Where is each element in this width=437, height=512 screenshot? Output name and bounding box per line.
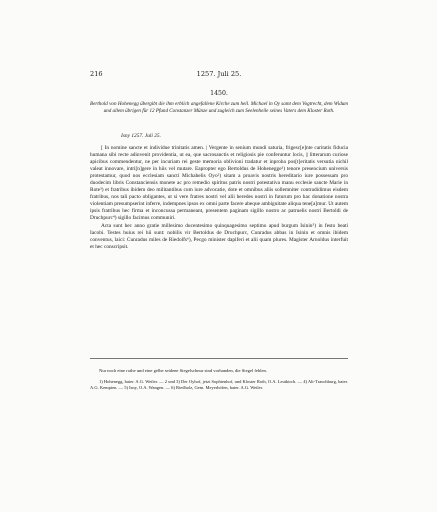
charter-paragraph-1: [ In nomine sancte et individue trinitatis amen. | Vergente in senium mundi saturia, frigesc[e]nte caritatis fiducia humana sibi recte adinvenit providentia, ut ea, que sacrosanctis et religiosis pie conferuntur locis, || litterarum curiose apicibus commendentur, ne per incuriam rei geste memoria oblivioni tradatur et inproba pos[t]eritatis versutia nichil valeat innovare, intri[n]gere in hiis vel mutare. Eapropter ego Bertoldus de Hohenegge¹) tenore presencium universis protestamur, quod nos ecclesiam sancti Michahelis Oyo²) sitam a proavis nostris hereditario iure possessam pro duodecim libris Constanciensis monete ac pro remedio spiritus patris nostri potestativa manu ecclesie sancte Marie in Rote³) et fratribus ibidem deo militantibus cum iure advocatie, dote et omnibus aliis sollemniter contradidimus eisdem fratribus, nos tali pacto obligantes, ut si vere fratres nostri vel alii heredes nostri in futurum pro hac donatione nostra violentiam presumpserint inferre, indempnes ipsos ex omni parte facere abeque ambiguitate aliqua tene[a]mur. Ut autem ipsis fratribus hec firma et inconcussa permaneant, presentem paginam sigillo nostro ac patruelis nostri Bertoldi de Druchpurc⁴) sigillo facimus communiri. <box>90 145 348 222</box>
separator-rule <box>90 358 348 359</box>
page-number: 216 <box>90 70 103 78</box>
charter-text <box>90 145 348 251</box>
footnote-text: 1) Hohenegg, baier. A.G. Weiler. — 2 und 3) Der Oyhof, jetzt Sophienhof, und Kloster Roth, O.A. Leutkirch. — 4) Alt-Trauchburg, baier. A.G. Kempten. — 5) Isny, O.A. Wangen. — 6) Riedholz, Gem. Meyerhöfen, baier. A.G. Weiler. <box>90 379 348 391</box>
seal-note: Nur noch eine rothe und eine gelbe seidene Siegelschnur sind vorhanden, die Siegel fehlen. <box>99 368 268 373</box>
document-summary: Berthold von Hohenegg übergibt die ihm erblich angefallene Kirche zum heil. Michael in Oy samt dem Vogtrecht, dem Widum und allem übrigen für 12 Pfund Constanzer Münze und zugleich zum Seelenheile seines Vaters dem Kloster Roth. <box>90 101 348 115</box>
document-number: 1450. <box>210 90 228 97</box>
charter-paragraph-2: Acta sunt hec anno gratie millesimo ducentesimo quinquagesimo septimo apud burgum Isinin⁵) in festo beati Iacobi. Testes huius rei hii sunt: nobilis vir Bertoldus de Druchpurc, Cunradus abbas in Isinin et omnis ibidem conventus, laici: Cunradus miles de Riedolfs⁶), Pecgo minister dapiferi et alii quam plures. Magister Arnoldus interfuit et hec conscripsit. <box>90 222 348 250</box>
place-date-line: Isny 1257. Juli 25. <box>121 133 161 139</box>
running-title: 1257. Juli 25. <box>196 70 242 78</box>
footnotes <box>90 379 348 392</box>
